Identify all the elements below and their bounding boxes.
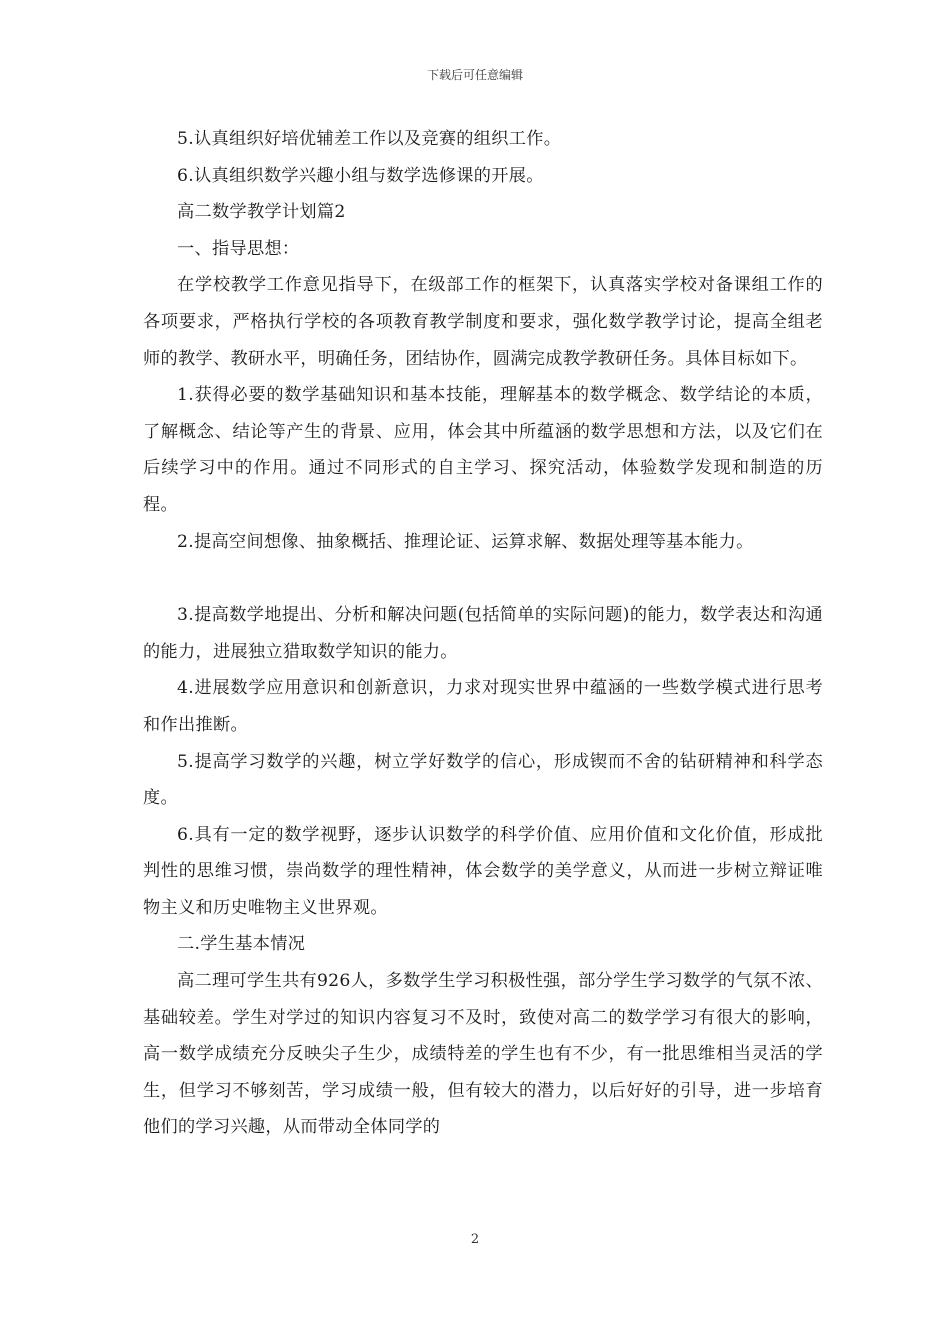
blank-line [143, 560, 823, 597]
section-heading-guiding-thought: 一、指导思想： [177, 238, 300, 259]
goal-item-1: 1.获得必要的数学基础知识和基本技能，理解基本的数学概念、数学结论的本质，了解概念、结论等产生的背景、应用，体会其中所蕴涵的数学思想和方法，以及它们在后续学习中的作用。通过不同形式的自主学习、探究活动，体验数学发现和制造的历程。 [143, 385, 823, 515]
section-heading-student-situation: 二.学生基本情况 [177, 934, 306, 955]
page-header: 下载后可任意编辑 [426, 68, 523, 82]
section-title: 高二数学教学计划篇2 [177, 202, 346, 223]
paragraph-student-situation: 高二理可学生共有926人，多数学生学习积极性强，部分学生学习数学的气氛不浓、基础较差。学生对学过的知识内容复习不及时，致使对高二的数学学习有很大的影响，高一数学成绩充分反映尖子生少，成绩特差的学生也有不少，有一批思维相当灵活的学生，但学习不够刻苦，学习成绩一般，但有较大的潜力，以后好好的引导，进一步培育他们的学习兴趣，从而带动全体同学的 [143, 971, 823, 1138]
goal-item-5: 5.提高学习数学的兴趣，树立学好数学的信心，形成锲而不舍的钻研精神和科学态度。 [143, 751, 823, 809]
paragraph-item-6: 6.认真组织数学兴趣小组与数学选修课的开展。 [177, 165, 544, 186]
page-number: 2 [470, 1232, 480, 1247]
document-body [143, 121, 823, 1146]
paragraph-intro: 在学校教学工作意见指导下，在级部工作的框架下，认真落实学校对备课组工作的各项要求，严格执行学校的各项教育教学制度和要求，强化数学教学讨论，提高全组老师的教学、教研水平，明确任务，团结协作，圆满完成教学教研任务。具体目标如下。 [143, 275, 823, 369]
goal-item-6: 6.具有一定的数学视野，逐步认识数学的科学价值、应用价值和文化价值，形成批判性的思维习惯，崇尚数学的理性精神，体会数学的美学意义，从而进一步树立辩证唯物主义和历史唯物主义世界观。 [143, 824, 823, 918]
goal-item-3: 3.提高数学地提出、分析和解决问题(包括简单的实际问题)的能力，数学表达和沟通的能力，进展独立猎取数学知识的能力。 [143, 605, 823, 662]
paragraph-item-5: 5.认真组织好培优辅差工作以及竞赛的组织工作。 [177, 129, 562, 149]
goal-item-2: 2.提高空间想像、抽象概括、推理论证、运算求解、数据处理等基本能力。 [177, 531, 754, 552]
goal-item-4: 4.进展数学应用意识和创新意识，力求对现实世界中蕴涵的一些数学模式进行思考和作出推断。 [143, 678, 823, 735]
